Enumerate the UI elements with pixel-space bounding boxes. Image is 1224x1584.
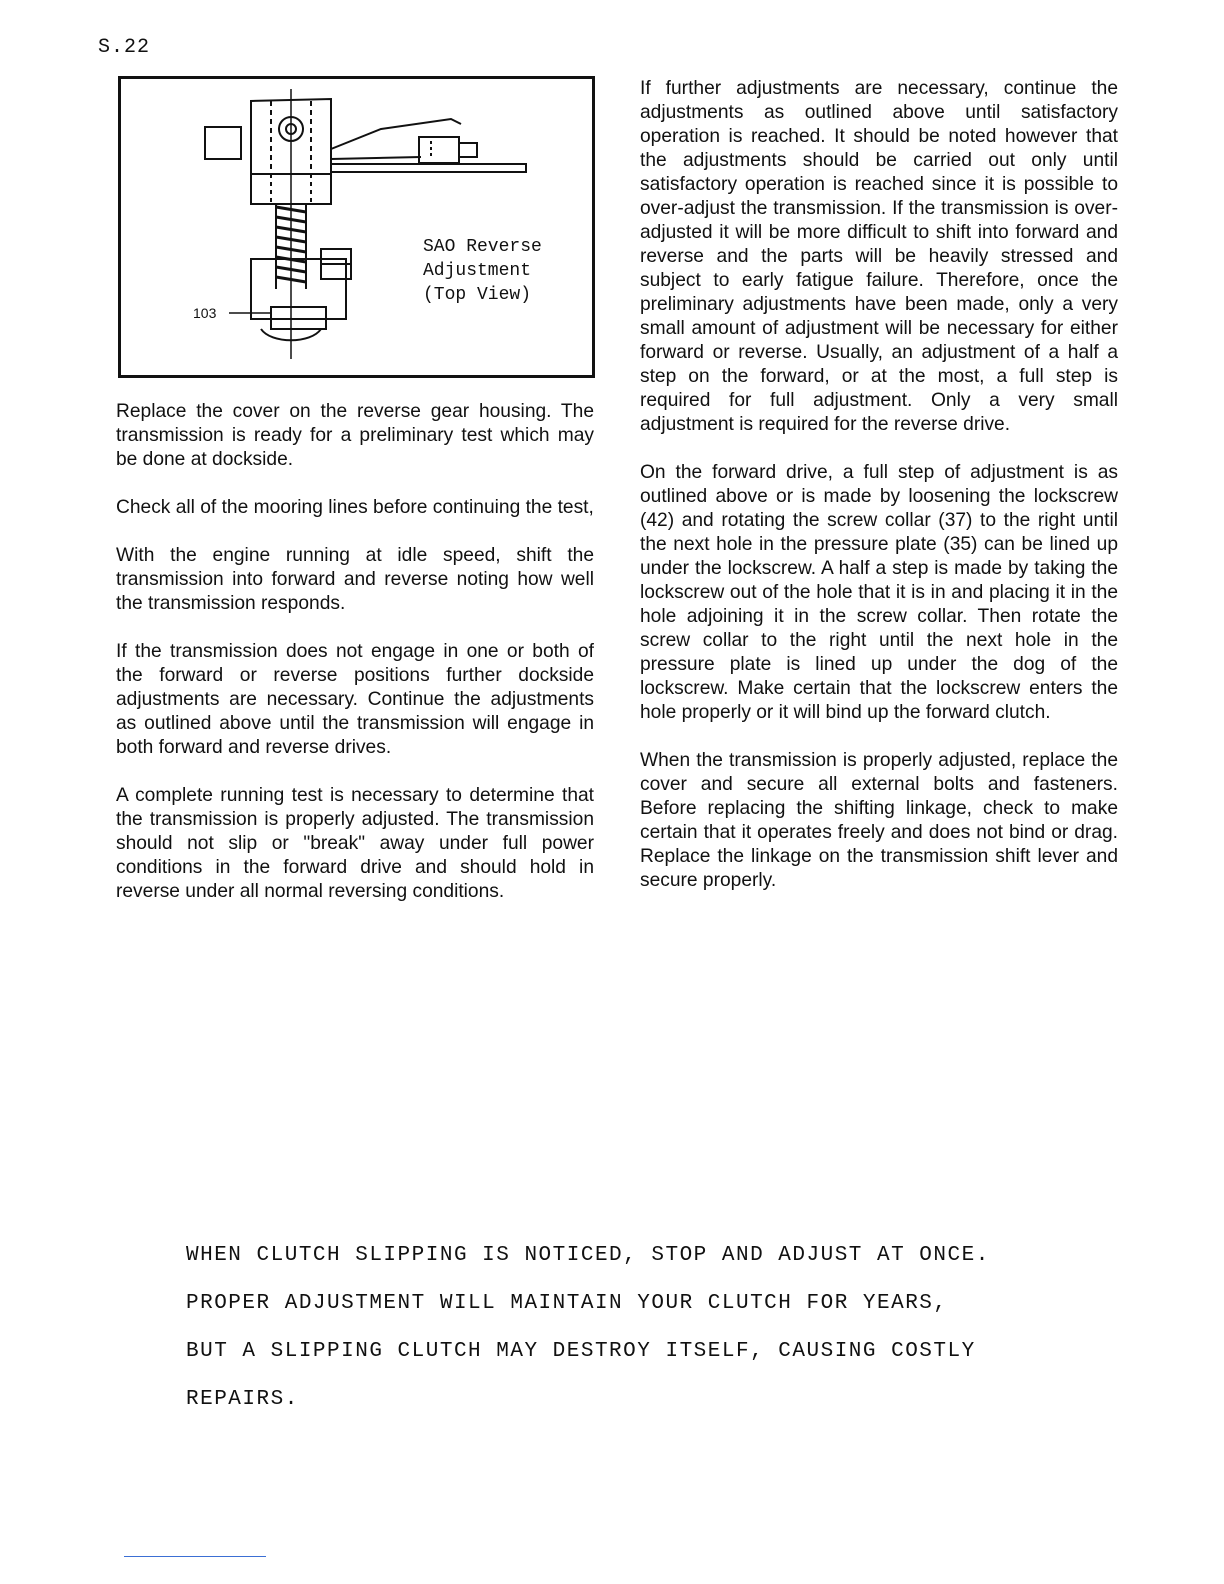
paragraph: On the forward drive, a full step of adjustment is as outlined above or is made by loosening the lockscrew (42) and rotating the screw collar (37) to the right until the next hole in the pressure plate (35) can be lined up under the lockscrew. A half a step is made by taking the lockscrew out of the hole that it is in and placing it in the hole adjoining it in the screw collar. Then rotate the screw collar to the right until the next hole in the pressure plate is lined up under the dog of the lockscrew. Make certain that the lockscrew enters the hole properly or it will bind up the forward clutch. xyxy=(640,462,1118,723)
warning-line: REPAIRS. xyxy=(186,1388,299,1411)
figure-caption-line: Adjustment xyxy=(423,261,532,281)
warning-line: PROPER ADJUSTMENT WILL MAINTAIN YOUR CLUTCH FOR YEARS, xyxy=(186,1292,948,1315)
clutch-warning xyxy=(186,1232,1086,1424)
right-column xyxy=(640,77,1118,917)
left-column xyxy=(116,400,594,928)
paragraph: Replace the cover on the reverse gear housing. The transmission is ready for a preliminary test which may be done at dockside. xyxy=(116,401,594,470)
figure-callout-103: 103 xyxy=(193,305,217,321)
paragraph: When the transmission is properly adjusted, replace the cover and secure all external bolts and fasteners. Before replacing the shifting linkage, check to make certain that it operates freely and does not bind or drag. Replace the linkage on the transmission shift lever and secure properly. xyxy=(640,750,1118,891)
paragraph: If the transmission does not engage in one or both of the forward or reverse positions further dockside adjustments are necessary. Continue the adjustments as outlined above until the transmission will engage in both forward and reverse drives. xyxy=(116,641,594,758)
transmission-diagram xyxy=(121,79,592,375)
footer-rule xyxy=(124,1556,266,1557)
figure-sao-reverse-adjustment xyxy=(118,76,595,378)
paragraph: A complete running test is necessary to determine that the transmission is properly adjusted. The transmission should not slip or "break" away under full power conditions in the forward drive and should hold in reverse under all normal reversing conditions. xyxy=(116,785,594,902)
figure-caption xyxy=(423,235,593,307)
warning-line: WHEN CLUTCH SLIPPING IS NOTICED, STOP AND ADJUST AT ONCE. xyxy=(186,1244,990,1267)
paragraph: Check all of the mooring lines before continuing the test, xyxy=(116,497,594,518)
warning-line: BUT A SLIPPING CLUTCH MAY DESTROY ITSELF, CAUSING COSTLY xyxy=(186,1340,976,1363)
paragraph: If further adjustments are necessary, continue the adjustments as outlined above until satisfactory operation is reached. It should be noted however that the adjustments should be carried out only until satisfactory operation is reached since it is possible to over-adjust the transmission. If the transmission is over-adjusted it will be more difficult to shift into forward and reverse and the parts will be heavily stressed and subject to early fatigue failure. Therefore, once the preliminary adjustments have been made, only a very small amount of adjustment will be necessary for either forward or reverse. Usually, an adjustment of a half a step on the forward, or at the most, a full step is required for full adjustment. Only a very small adjustment is required for the reverse drive. xyxy=(640,78,1118,435)
figure-caption-line: SAO Reverse xyxy=(423,237,542,257)
paragraph: With the engine running at idle speed, shift the transmission into forward and reverse noting how well the transmission responds. xyxy=(116,545,594,614)
figure-caption-line: (Top View) xyxy=(423,285,532,305)
page-number: S.22 xyxy=(98,36,151,59)
